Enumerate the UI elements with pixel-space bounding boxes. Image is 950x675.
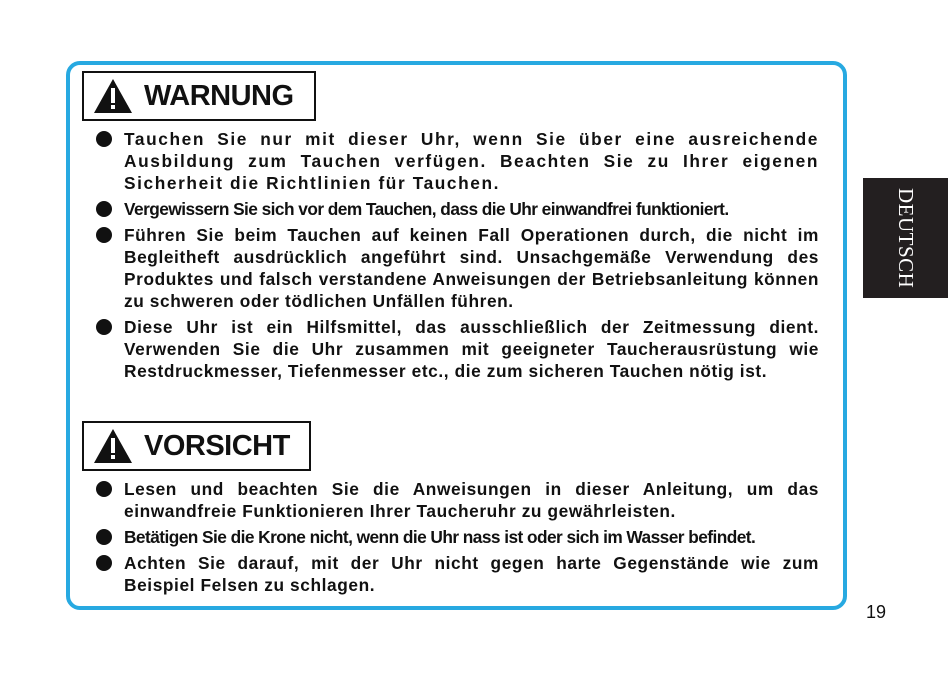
list-item: Führen Sie beim Tauchen auf keinen Fall Operationen durch, die nicht im Begleitheft ausdrücklich angeführt sind. Unsachgemäße Verwendung des Produktes und falsch verstandene Anweisungen der Betriebsanleitung können zu schweren oder tödlichen Unfällen führen. bbox=[86, 224, 819, 312]
bullet-dot-icon bbox=[96, 481, 112, 497]
caution-heading bbox=[82, 421, 311, 471]
list-item: Betätigen Sie die Krone nicht, wenn die Uhr nass ist oder sich im Wasser befindet. bbox=[86, 526, 819, 548]
language-tab bbox=[863, 178, 948, 298]
caution-list bbox=[86, 478, 819, 600]
list-item: Vergewissern Sie sich vor dem Tauchen, dass die Uhr einwandfrei funktioniert. bbox=[86, 198, 819, 220]
warning-title: WARNUNG bbox=[144, 79, 294, 112]
bullet-dot-icon bbox=[96, 201, 112, 217]
language-tab-label: DEUTSCH bbox=[894, 187, 918, 289]
warning-list bbox=[86, 128, 819, 386]
warning-heading bbox=[82, 71, 316, 121]
bullet-dot-icon bbox=[96, 131, 112, 147]
bullet-dot-icon bbox=[96, 319, 112, 335]
bullet-dot-icon bbox=[96, 529, 112, 545]
list-item: Lesen und beachten Sie die Anweisungen in dieser Anleitung, um das einwandfreie Funktionieren Ihrer Taucheruhr zu gewährleisten. bbox=[86, 478, 819, 522]
list-item: Achten Sie darauf, mit der Uhr nicht gegen harte Gegenstände wie zum Beispiel Felsen zu schlagen. bbox=[86, 552, 819, 596]
page-number: 19 bbox=[865, 602, 887, 622]
list-item: Diese Uhr ist ein Hilfsmittel, das ausschließlich der Zeitmessung dient. Verwenden Sie die Uhr zusammen mit geeigneter Taucherausrüstung wie Restdruckmesser, Tiefenmesser etc., die zum sicheren Tauchen nötig ist. bbox=[86, 316, 819, 382]
list-item: Tauchen Sie nur mit dieser Uhr, wenn Sie über eine ausreichende Ausbildung zum Tauchen verfügen. Beachten Sie zu Ihrer eigenen Sicherheit die Richtlinien für Tauchen. bbox=[86, 128, 819, 194]
warning-triangle-icon bbox=[92, 77, 134, 115]
caution-title: VORSICHT bbox=[144, 429, 290, 462]
bullet-dot-icon bbox=[96, 227, 112, 243]
bullet-dot-icon bbox=[96, 555, 112, 571]
warning-triangle-icon bbox=[92, 427, 134, 465]
